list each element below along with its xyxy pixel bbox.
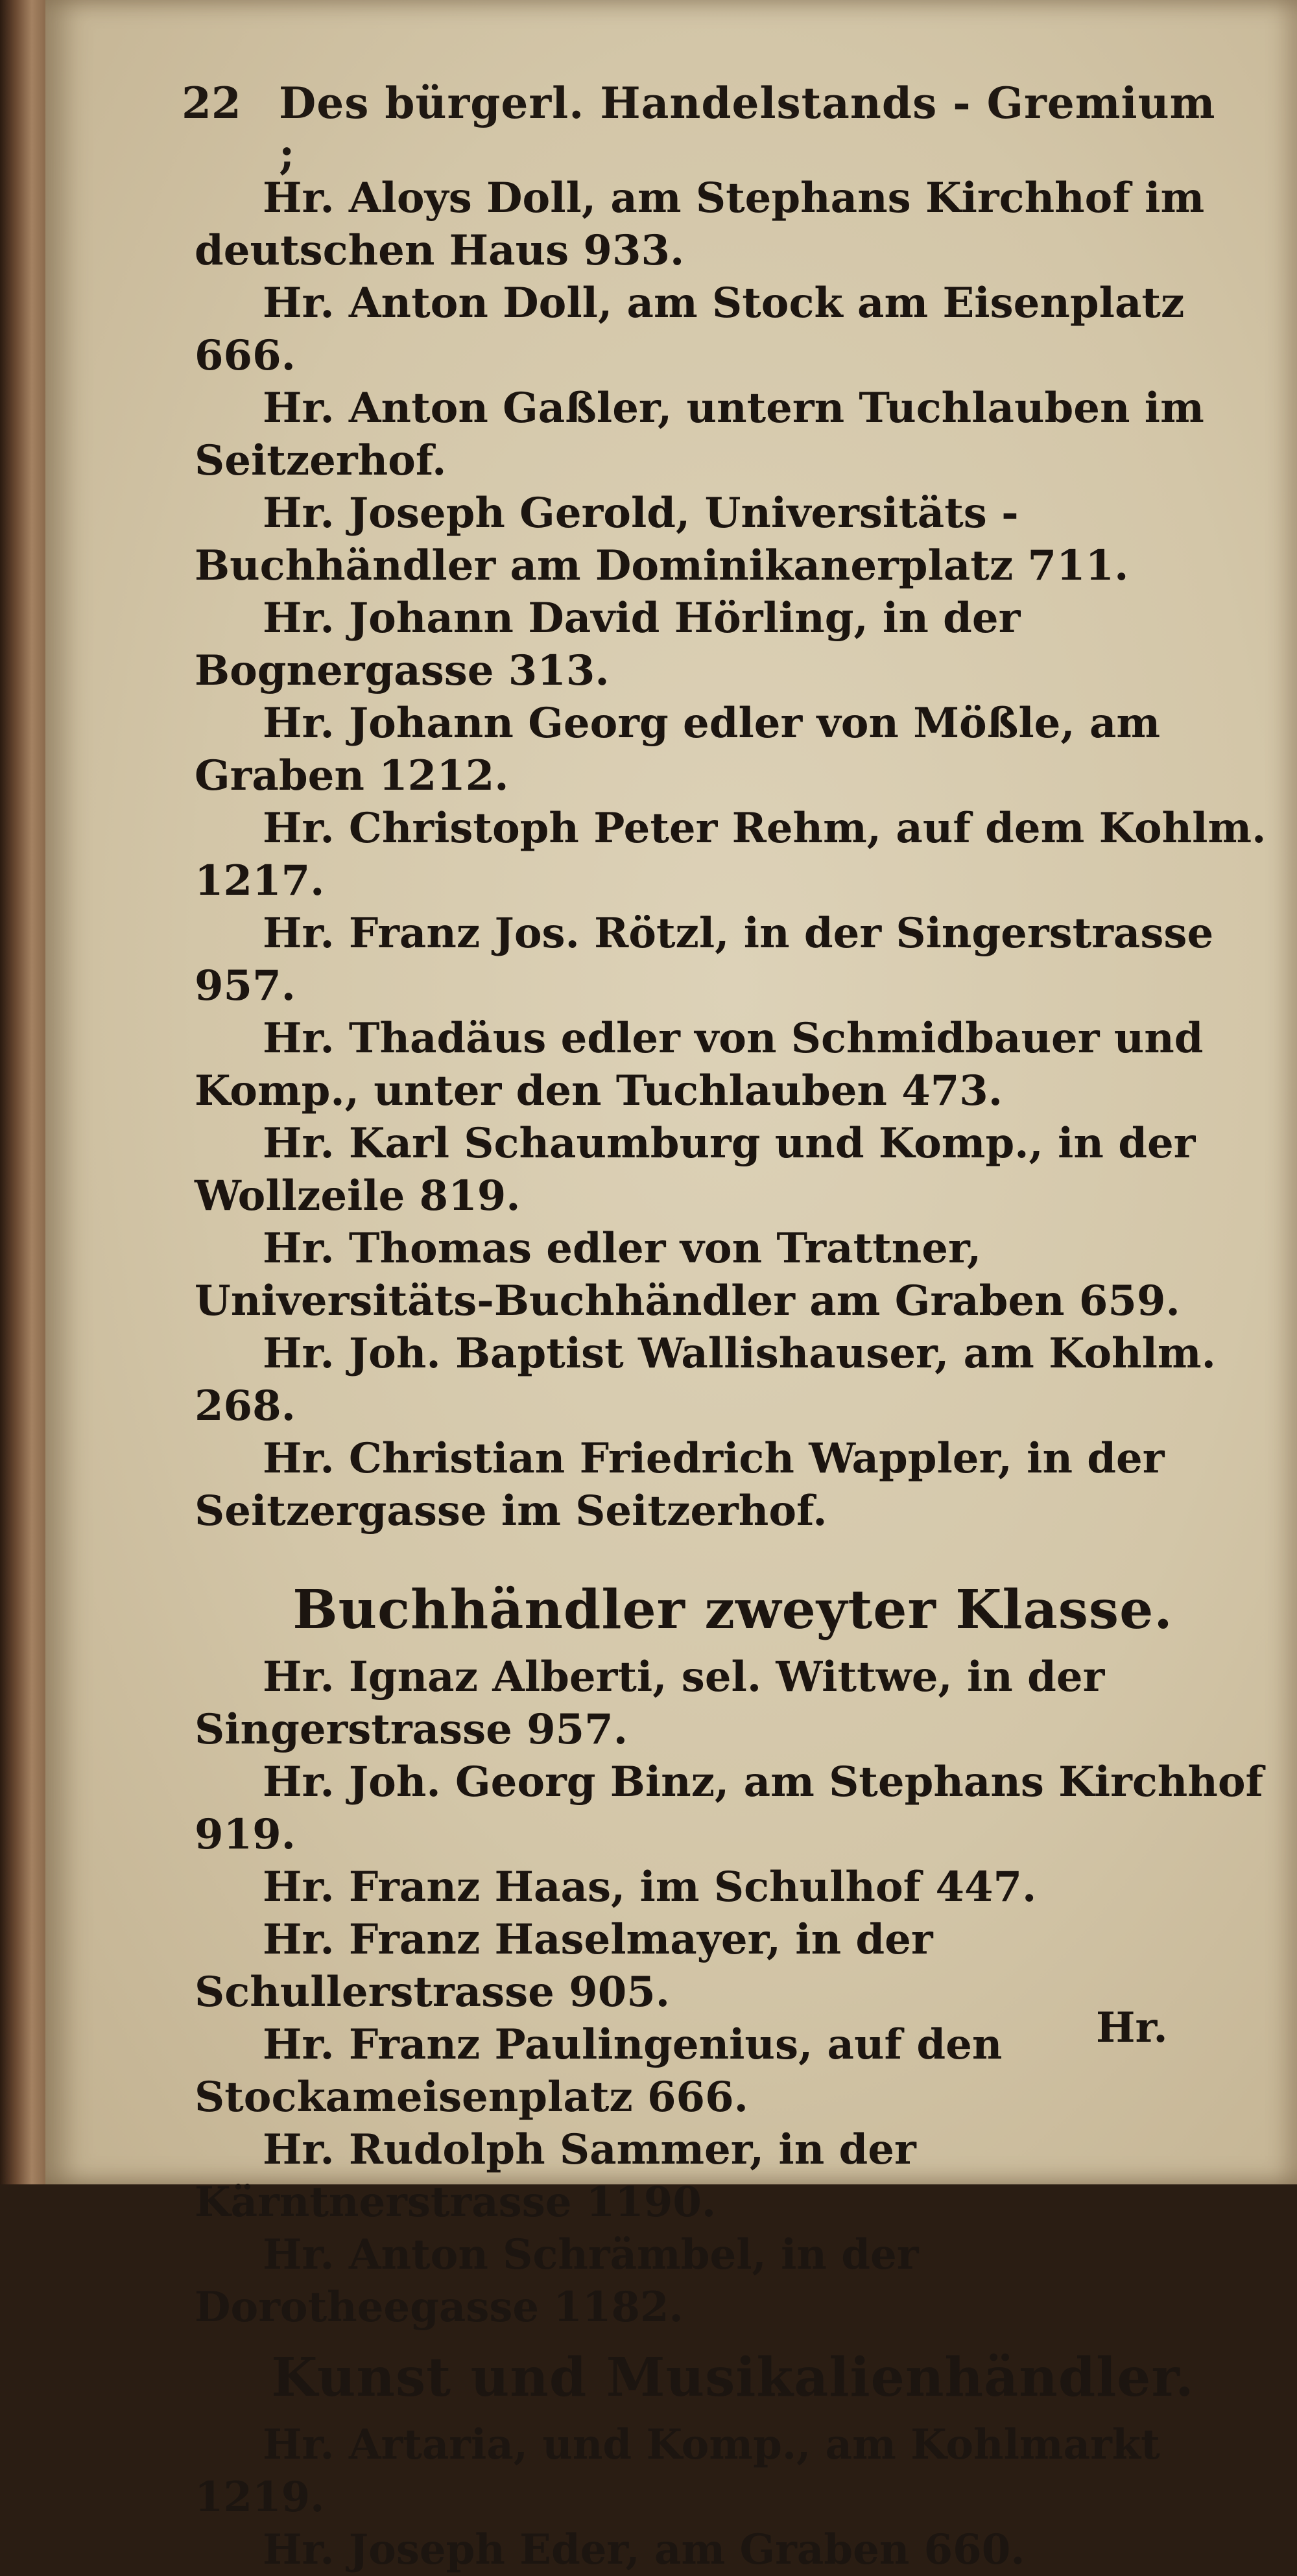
list-item: Hr. Joh. Georg Binz, am Stephans Kirchhof 919. — [195, 1758, 1264, 1859]
book-spine — [0, 0, 45, 2184]
list-item: Hr. Franz Haas, im Schulhof 447. — [263, 1863, 1037, 1911]
page-header — [182, 71, 1219, 179]
page-number: 22 — [182, 78, 241, 128]
list-item: Hr. Anton Doll, am Stock am Eisenplatz 666. — [195, 279, 1185, 380]
list-item: Hr. Artaria, und Komp., am Kohlmarkt 1219. — [195, 2420, 1160, 2522]
list-item: Hr. Thadäus edler von Schmidbauer und Komp., unter den Tuchlauben 473. — [195, 1014, 1204, 1115]
list-item: Hr. Franz Haselmayer, in der Schullerstrasse 905. — [195, 1915, 933, 2016]
list-item: Hr. Christoph Peter Rehm, auf dem Kohlm. 1217. — [195, 804, 1267, 905]
page-body — [195, 172, 1271, 2576]
list-item: Hr. Aloys Doll, am Stephans Kirchhof im deutschen Haus 933. — [195, 174, 1205, 275]
list-item: Hr. Johann Georg edler von Mößle, am Graben 1212. — [195, 699, 1161, 800]
list-item: Hr. Anton Gaßler, untern Tuchlauben im Seitzerhof. — [195, 384, 1204, 485]
list-item: Hr. Anton Schrämbel, in der Dorotheegasse 1182. — [195, 2230, 919, 2332]
list-item: Hr. Karl Schaumburg und Komp., in der Wollzeile 819. — [195, 1119, 1196, 1220]
book-page — [45, 0, 1297, 2574]
section-heading: Buchhändler zweyter Klasse. — [292, 1579, 1173, 1641]
section-heading: Kunst und Musikalienhändler. — [271, 2346, 1195, 2409]
list-item: Hr. Johann David Hörling, in der Bognergasse 313. — [195, 594, 1021, 695]
list-item: Hr. Joh. Baptist Wallishauser, am Kohlm. 268. — [195, 1329, 1216, 1430]
running-title: Des bürgerl. Handelstands - Gremium ; — [279, 78, 1216, 179]
list-item: Hr. Joseph Gerold, Universitäts - Buchhändler am Dominikanerplatz 711. — [195, 489, 1129, 590]
list-item: Hr. Thomas edler von Trattner, Universitäts-Buchhändler am Graben 659. — [195, 1224, 1180, 1325]
list-item: Hr. Joseph Eder, am Graben 660. — [263, 2525, 1025, 2574]
list-item: Hr. Franz Paulingenius, auf den Stockameisenplatz 666. — [195, 2020, 1003, 2121]
list-item: Hr. Christian Friedrich Wappler, in der Seitzergasse im Seitzerhof. — [195, 1434, 1165, 1535]
list-item: Hr. Franz Jos. Rötzl, in der Singerstrasse 957. — [195, 909, 1214, 1010]
list-item: Hr. Rudolph Sammer, in der Kärntnerstrasse 1190. — [195, 2125, 916, 2227]
list-item: Hr. Ignaz Alberti, sel. Wittwe, in der Singerstrasse 957. — [195, 1653, 1105, 1754]
catchword: Hr. — [1096, 2003, 1168, 2052]
